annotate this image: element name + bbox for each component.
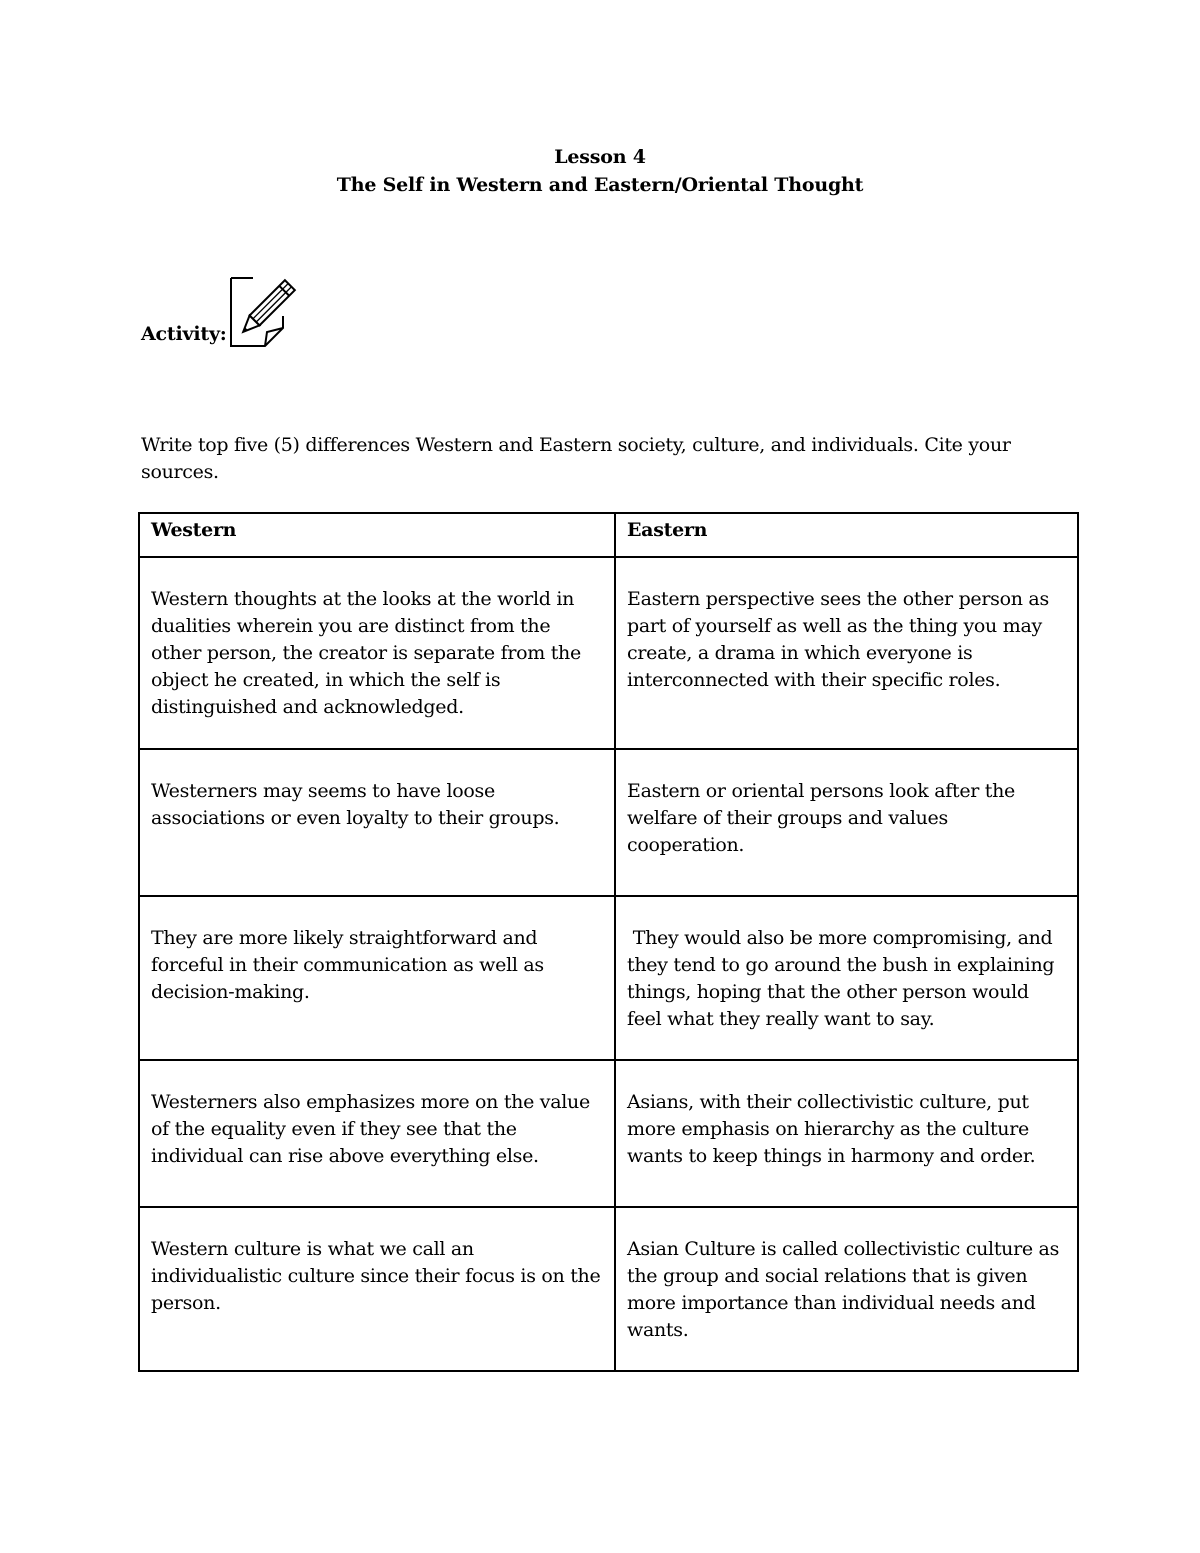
western-cell: Westerners may seems to have loose associations or even loyalty to their groups. [139,749,615,896]
eastern-cell: They would also be more compromising, and they tend to go around the bush in explaining things, hoping that the other person would feel what they really want to say. [615,896,1078,1060]
lesson-number: Lesson 4 [554,146,646,168]
western-cell: Western thoughts at the looks at the world in dualities wherein you are distinct from the other person, the creator is separate from the object he created, in which the self is distinguished and acknowledged. [139,557,615,749]
page-header [0,143,1200,199]
activity-label: Activity: [141,323,227,345]
table-row [139,896,1078,1060]
table-row [139,1207,1078,1371]
western-cell: They are more likely straightforward and forceful in their communication as well as decision-making. [139,896,615,1060]
page-title: The Self in Western and Eastern/Oriental Thought [336,174,864,196]
header-eastern: Eastern [615,513,1078,557]
western-cell: Westerners also emphasizes more on the value of the equality even if they see that the individual can rise above everything else. [139,1060,615,1207]
instructions-text: Write top five (5) differences Western and Eastern society, culture, and individuals. Cite your sources. [141,434,1011,483]
table-row [139,1060,1078,1207]
western-cell: Western culture is what we call an individualistic culture since their focus is on the person. [139,1207,615,1371]
table-row [139,749,1078,896]
comparison-table [138,512,1079,1372]
pencil-paper-icon [229,276,297,348]
header-western: Western [139,513,615,557]
eastern-cell: Asians, with their collectivistic culture, put more emphasis on hierarchy as the culture wants to keep things in harmony and order. [615,1060,1078,1207]
table-row [139,557,1078,749]
table-header-row [139,513,1078,557]
eastern-cell: Eastern perspective sees the other person as part of yourself as well as the thing you may create, a drama in which everyone is interconnected with their specific roles. [615,557,1078,749]
eastern-cell: Asian Culture is called collectivistic culture as the group and social relations that is given more importance than individual needs and wants. [615,1207,1078,1371]
eastern-cell: Eastern or oriental persons look after the welfare of their groups and values cooperation. [615,749,1078,896]
activity-row [141,274,297,348]
